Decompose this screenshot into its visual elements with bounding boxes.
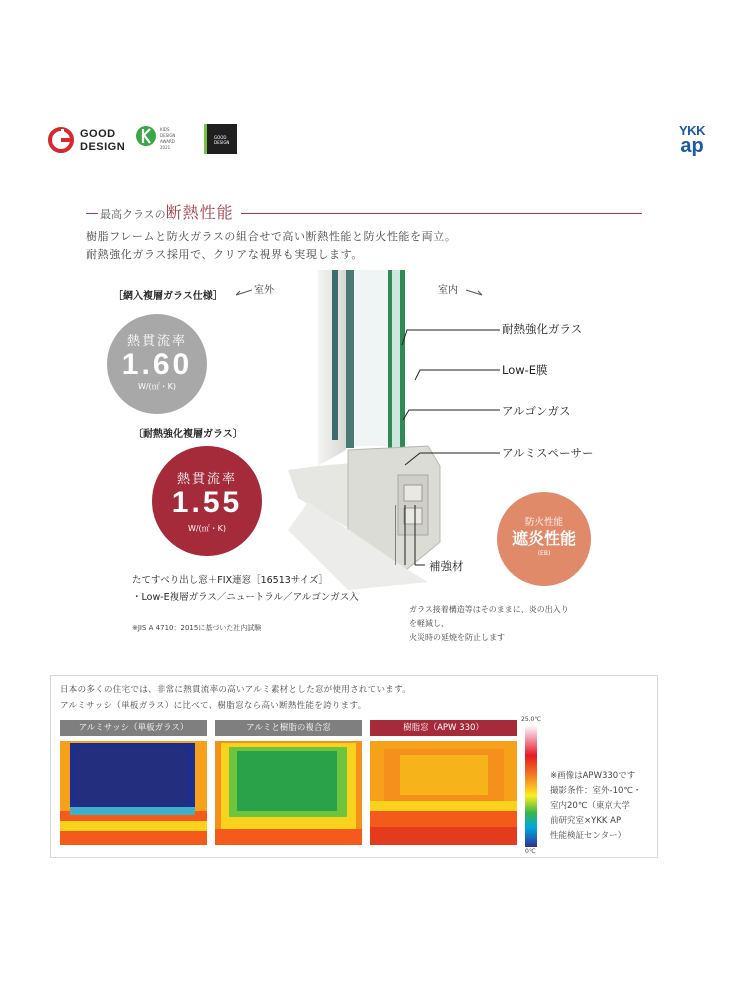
outdoor-label: 室外 xyxy=(254,285,274,296)
tab-resin: 樹脂窓（APW 330） xyxy=(370,720,517,736)
thermal-image-composite xyxy=(215,741,362,845)
footnote: ※JIS A 4710：2015に基づいた社内試験 xyxy=(132,624,262,632)
tab-aluminum: アルミサッシ（単板ガラス） xyxy=(60,720,207,736)
fire-rating-badge: 防火性能 遮炎性能 (EB) xyxy=(497,492,591,586)
scale-max-label: 25.0℃ xyxy=(521,716,542,723)
callout-argon: アルゴンガス xyxy=(502,404,571,418)
good-design-box-logo: GOOD DESIGN xyxy=(204,124,237,154)
u-value-red-badge: 熱貫流率 1.55 W/(㎡・K) xyxy=(152,446,262,556)
heading-rule-left xyxy=(86,213,98,214)
spec-b-label: 〔耐熱強化複層ガラス〕 xyxy=(133,429,243,440)
panel-text: 日本の多くの住宅では、非常に熱貫流率の高いアルミ素材とした窓が使用されています。 アルミサッシ（単板ガラス）に比べて、樹脂窓なら高い断熱性能を誇ります。 xyxy=(60,685,411,711)
thermal-image-aluminum xyxy=(60,741,207,845)
panel-note: ※画像はAPW330です 撮影条件：室外-10℃・ 室内20℃（東京大学 前研究室×YKK AP 性能検証センター） xyxy=(550,771,642,841)
spec-a-label: ［網入複層ガラス仕様］ xyxy=(113,291,223,302)
heading-rule-right xyxy=(241,213,642,214)
temperature-scale-bar xyxy=(525,725,537,847)
kids-design-award-icon xyxy=(135,124,157,150)
tab-composite: アルミと樹脂の複合窓 xyxy=(215,720,362,736)
callout-spacer: アルミスペーサー xyxy=(502,446,594,460)
callout-glass: 耐熱強化ガラス xyxy=(502,322,583,336)
callout-lines xyxy=(395,325,500,575)
reinforce-note: ガラス接着構造等はそのままに、炎の出入り を軽減し、 火災時の延焼を防止します xyxy=(409,605,569,642)
kids-design-award-text: KIDS DESIGN AWARD 2021 xyxy=(160,127,176,150)
ykk-ap-logo: YKK ap xyxy=(679,123,705,157)
window-spec: たてすべり出し窓＋FIX連窓［16513サイズ］ ・Low-E複層ガラス／ニュートラル／アルゴンガス入 xyxy=(132,575,359,603)
thermal-image-resin xyxy=(370,741,517,845)
scale-min-label: 0℃ xyxy=(525,848,536,855)
indoor-label: 室内 xyxy=(438,285,458,296)
good-design-text: GOOD DESIGN xyxy=(80,128,126,153)
callout-reinforce: 補強材 xyxy=(429,559,464,573)
section-heading: 最高クラスの断熱性能 xyxy=(100,203,234,222)
intro-text: 樹脂フレームと防火ガラスの組合せで高い断熱性能と防火性能を両立。 耐熱強化ガラス採用で、クリアな視界も実現します。 xyxy=(86,230,457,261)
good-design-logo-icon xyxy=(48,127,74,153)
outdoor-arrow-icon xyxy=(234,287,254,297)
callout-lowe: Low-E膜 xyxy=(502,363,548,377)
u-value-grey-badge: 熱貫流率 1.60 W/(㎡・K) xyxy=(107,314,207,414)
